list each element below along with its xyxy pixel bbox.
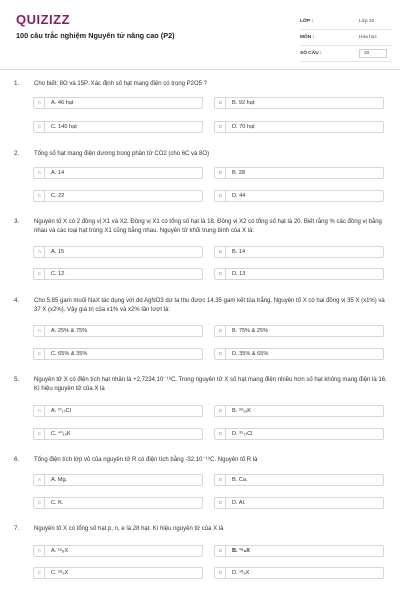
- question-text: Tổng số hạt mang điện dương trong phân tử CO2 (cho 6C và 8O): [34, 151, 210, 157]
- question-text: Nguyên tố X có 2 đồng vị X1 và X2. Đồng vị X1 có tổng số hạt là 18. Đồng vị X2 có tổng số hạt là 20. Biết rằng % các đồng vị bằng nhau và các loại hạt trong X1 cũng bằng nhau. Nguyên tử khối trung bình của X là:: [34, 219, 382, 234]
- option-letter: D: [216, 269, 226, 279]
- answer-option-d[interactable]: [214, 428, 384, 440]
- option-text: A. 25% & 75%: [51, 328, 88, 334]
- answer-option-a[interactable]: [33, 405, 203, 417]
- option-letter: B: [216, 475, 226, 485]
- answer-option-a[interactable]: [33, 167, 203, 179]
- option-text: C. 22: [51, 193, 65, 199]
- question-item: [0, 150, 400, 210]
- option-letter: C: [35, 349, 45, 359]
- option-text: C. 65% & 35%: [51, 351, 88, 357]
- answer-option-b[interactable]: [214, 545, 384, 557]
- option-text: A. Mg.: [51, 477, 68, 483]
- option-text: B. 92 hạt: [232, 100, 255, 106]
- question-text: Cho 5,85 gam muối NaX tác dụng với dd AgNO3 dư ta thu được 14,35 gam kết tủa trắng. Nguyên tố X có hai đồng vị 35 X (x1%) và 37 X (x2%). Vậy giá trị của x1% và x2% lần lượt là:: [34, 298, 385, 313]
- meta-value: Lớp 10: [359, 19, 375, 24]
- question-number: 6.: [14, 456, 20, 463]
- option-letter: B: [216, 168, 226, 178]
- option-text: D. ³⁵₁₇Cl: [232, 431, 253, 437]
- meta-label: LỚP :: [300, 19, 314, 24]
- option-letter: A: [35, 247, 45, 257]
- document-title: 100 câu trắc nghiệm Nguyên tử nâng cao (P2): [16, 31, 175, 40]
- option-text: C. 12: [51, 271, 65, 277]
- question-text: Nguyên tố X có tổng số hạt p, n, e là 28 hạt. Kí hiệu nguyên tử của X là: [34, 526, 224, 532]
- option-letter: A: [35, 98, 45, 108]
- option-letter: B: [216, 546, 226, 556]
- option-letter: C: [35, 498, 45, 508]
- answer-option-c[interactable]: [33, 497, 203, 509]
- answer-option-c[interactable]: [33, 428, 203, 440]
- option-letter: D: [216, 349, 226, 359]
- answer-option-c[interactable]: [33, 348, 203, 360]
- question-text: Tổng điện tích lớp vỏ của nguyên tử R có điện tích bằng -32.10⁻¹⁹C. Nguyên tố R là: [34, 457, 258, 463]
- option-letter: C: [35, 568, 45, 578]
- answer-option-c[interactable]: [33, 121, 203, 133]
- meta-value: 20: [359, 49, 387, 58]
- option-text: C. ⁴⁰₁₉K: [51, 431, 71, 437]
- option-text: B. 14: [232, 249, 246, 255]
- option-text: B. ³⁹₁₉K: [232, 408, 251, 414]
- option-text: D. Al.: [232, 500, 246, 506]
- question-number: 5.: [14, 376, 20, 383]
- question-item: [0, 218, 400, 288]
- option-text: B. 28: [232, 170, 246, 176]
- option-text: A. 15: [51, 249, 65, 255]
- option-letter: D: [216, 568, 226, 578]
- option-letter: A: [35, 475, 45, 485]
- question-item: [0, 376, 400, 446]
- question-item: [0, 297, 400, 367]
- answer-option-d[interactable]: [214, 190, 384, 202]
- meta-value: Hóa học: [359, 35, 377, 40]
- option-text: A. 46 hạt: [51, 100, 74, 106]
- option-letter: D: [216, 498, 226, 508]
- question-number: 3.: [14, 218, 20, 225]
- option-text: C. 140 hạt: [51, 124, 77, 130]
- meta-row-subject: [300, 30, 392, 46]
- option-letter: A: [35, 168, 45, 178]
- answer-option-b[interactable]: [214, 405, 384, 417]
- answer-option-a[interactable]: [33, 545, 203, 557]
- meta-label: SỐ CÂU :: [300, 51, 322, 56]
- answer-option-d[interactable]: [214, 497, 384, 509]
- option-letter: A: [35, 326, 45, 336]
- option-text: D. ¹⁸₉X: [232, 570, 250, 576]
- option-letter: C: [35, 122, 45, 132]
- option-text: D. 70 hạt: [232, 124, 255, 130]
- question-number: 2.: [14, 150, 20, 157]
- option-text: D. 13: [232, 271, 246, 277]
- question-item: [0, 80, 400, 140]
- answer-option-d[interactable]: [214, 268, 384, 280]
- option-letter: B: [216, 247, 226, 257]
- option-text: D. 35% & 65%: [232, 351, 269, 357]
- option-text: B. Ca.: [232, 477, 248, 483]
- answer-option-a[interactable]: [33, 474, 203, 486]
- question-number: 1.: [14, 80, 20, 87]
- option-text: C. ²⁸₉X: [51, 570, 69, 576]
- answer-option-c[interactable]: [33, 190, 203, 202]
- answer-option-d[interactable]: [214, 348, 384, 360]
- answer-option-b[interactable]: [214, 246, 384, 258]
- option-text: A. 14: [51, 170, 65, 176]
- answer-option-a[interactable]: [33, 246, 203, 258]
- question-number: 4.: [14, 297, 20, 304]
- option-text: C. K.: [51, 500, 64, 506]
- answer-option-c[interactable]: [33, 268, 203, 280]
- answer-option-b[interactable]: [214, 474, 384, 486]
- answer-option-b[interactable]: [214, 325, 384, 337]
- option-letter: B: [216, 406, 226, 416]
- option-letter: D: [216, 122, 226, 132]
- answer-option-d[interactable]: [214, 567, 384, 579]
- option-letter: C: [35, 269, 45, 279]
- option-letter: C: [35, 191, 45, 201]
- option-letter: D: [216, 429, 226, 439]
- question-item: [0, 456, 400, 516]
- option-letter: A: [35, 406, 45, 416]
- option-text: B. ¹⁹₉X: [232, 548, 250, 554]
- quizizz-logo: QUIZIZZ: [16, 12, 71, 27]
- answer-option-a[interactable]: [33, 97, 203, 109]
- option-letter: B: [216, 98, 226, 108]
- option-text: A. ¹⁶₈X: [51, 548, 69, 554]
- question-text: Cho biết: 8O và 15P. Xác định số hạt mang điện có trong P2O5 ?: [34, 81, 208, 87]
- answer-option-b[interactable]: [214, 167, 384, 179]
- option-text: D. 44: [232, 193, 246, 199]
- answer-option-d[interactable]: [214, 121, 384, 133]
- option-letter: C: [35, 429, 45, 439]
- option-letter: A: [35, 546, 45, 556]
- page-header: [0, 0, 400, 70]
- question-text: Nguyên tử X có điện tích hạt nhân là +2,7234.10⁻¹⁸C. Trong nguyên tử X số hạt mang điện nhiều hơn số hạt không mang điện là 16. Kí hiệu nguyên tử của X là: [34, 377, 387, 392]
- answer-option-c[interactable]: [33, 567, 203, 579]
- meta-label: MÔN :: [300, 35, 315, 40]
- meta-row-class: [300, 14, 392, 30]
- option-text: A. ³⁷₁₇Cl: [51, 408, 71, 414]
- question-number: 7.: [14, 525, 20, 532]
- option-text: B. 75% & 25%: [232, 328, 269, 334]
- meta-row-count: [300, 46, 392, 62]
- answer-option-a[interactable]: [33, 325, 203, 337]
- meta-table: [300, 14, 392, 62]
- option-letter: D: [216, 191, 226, 201]
- question-item: [0, 525, 400, 585]
- option-letter: B: [216, 326, 226, 336]
- answer-option-b[interactable]: [214, 97, 384, 109]
